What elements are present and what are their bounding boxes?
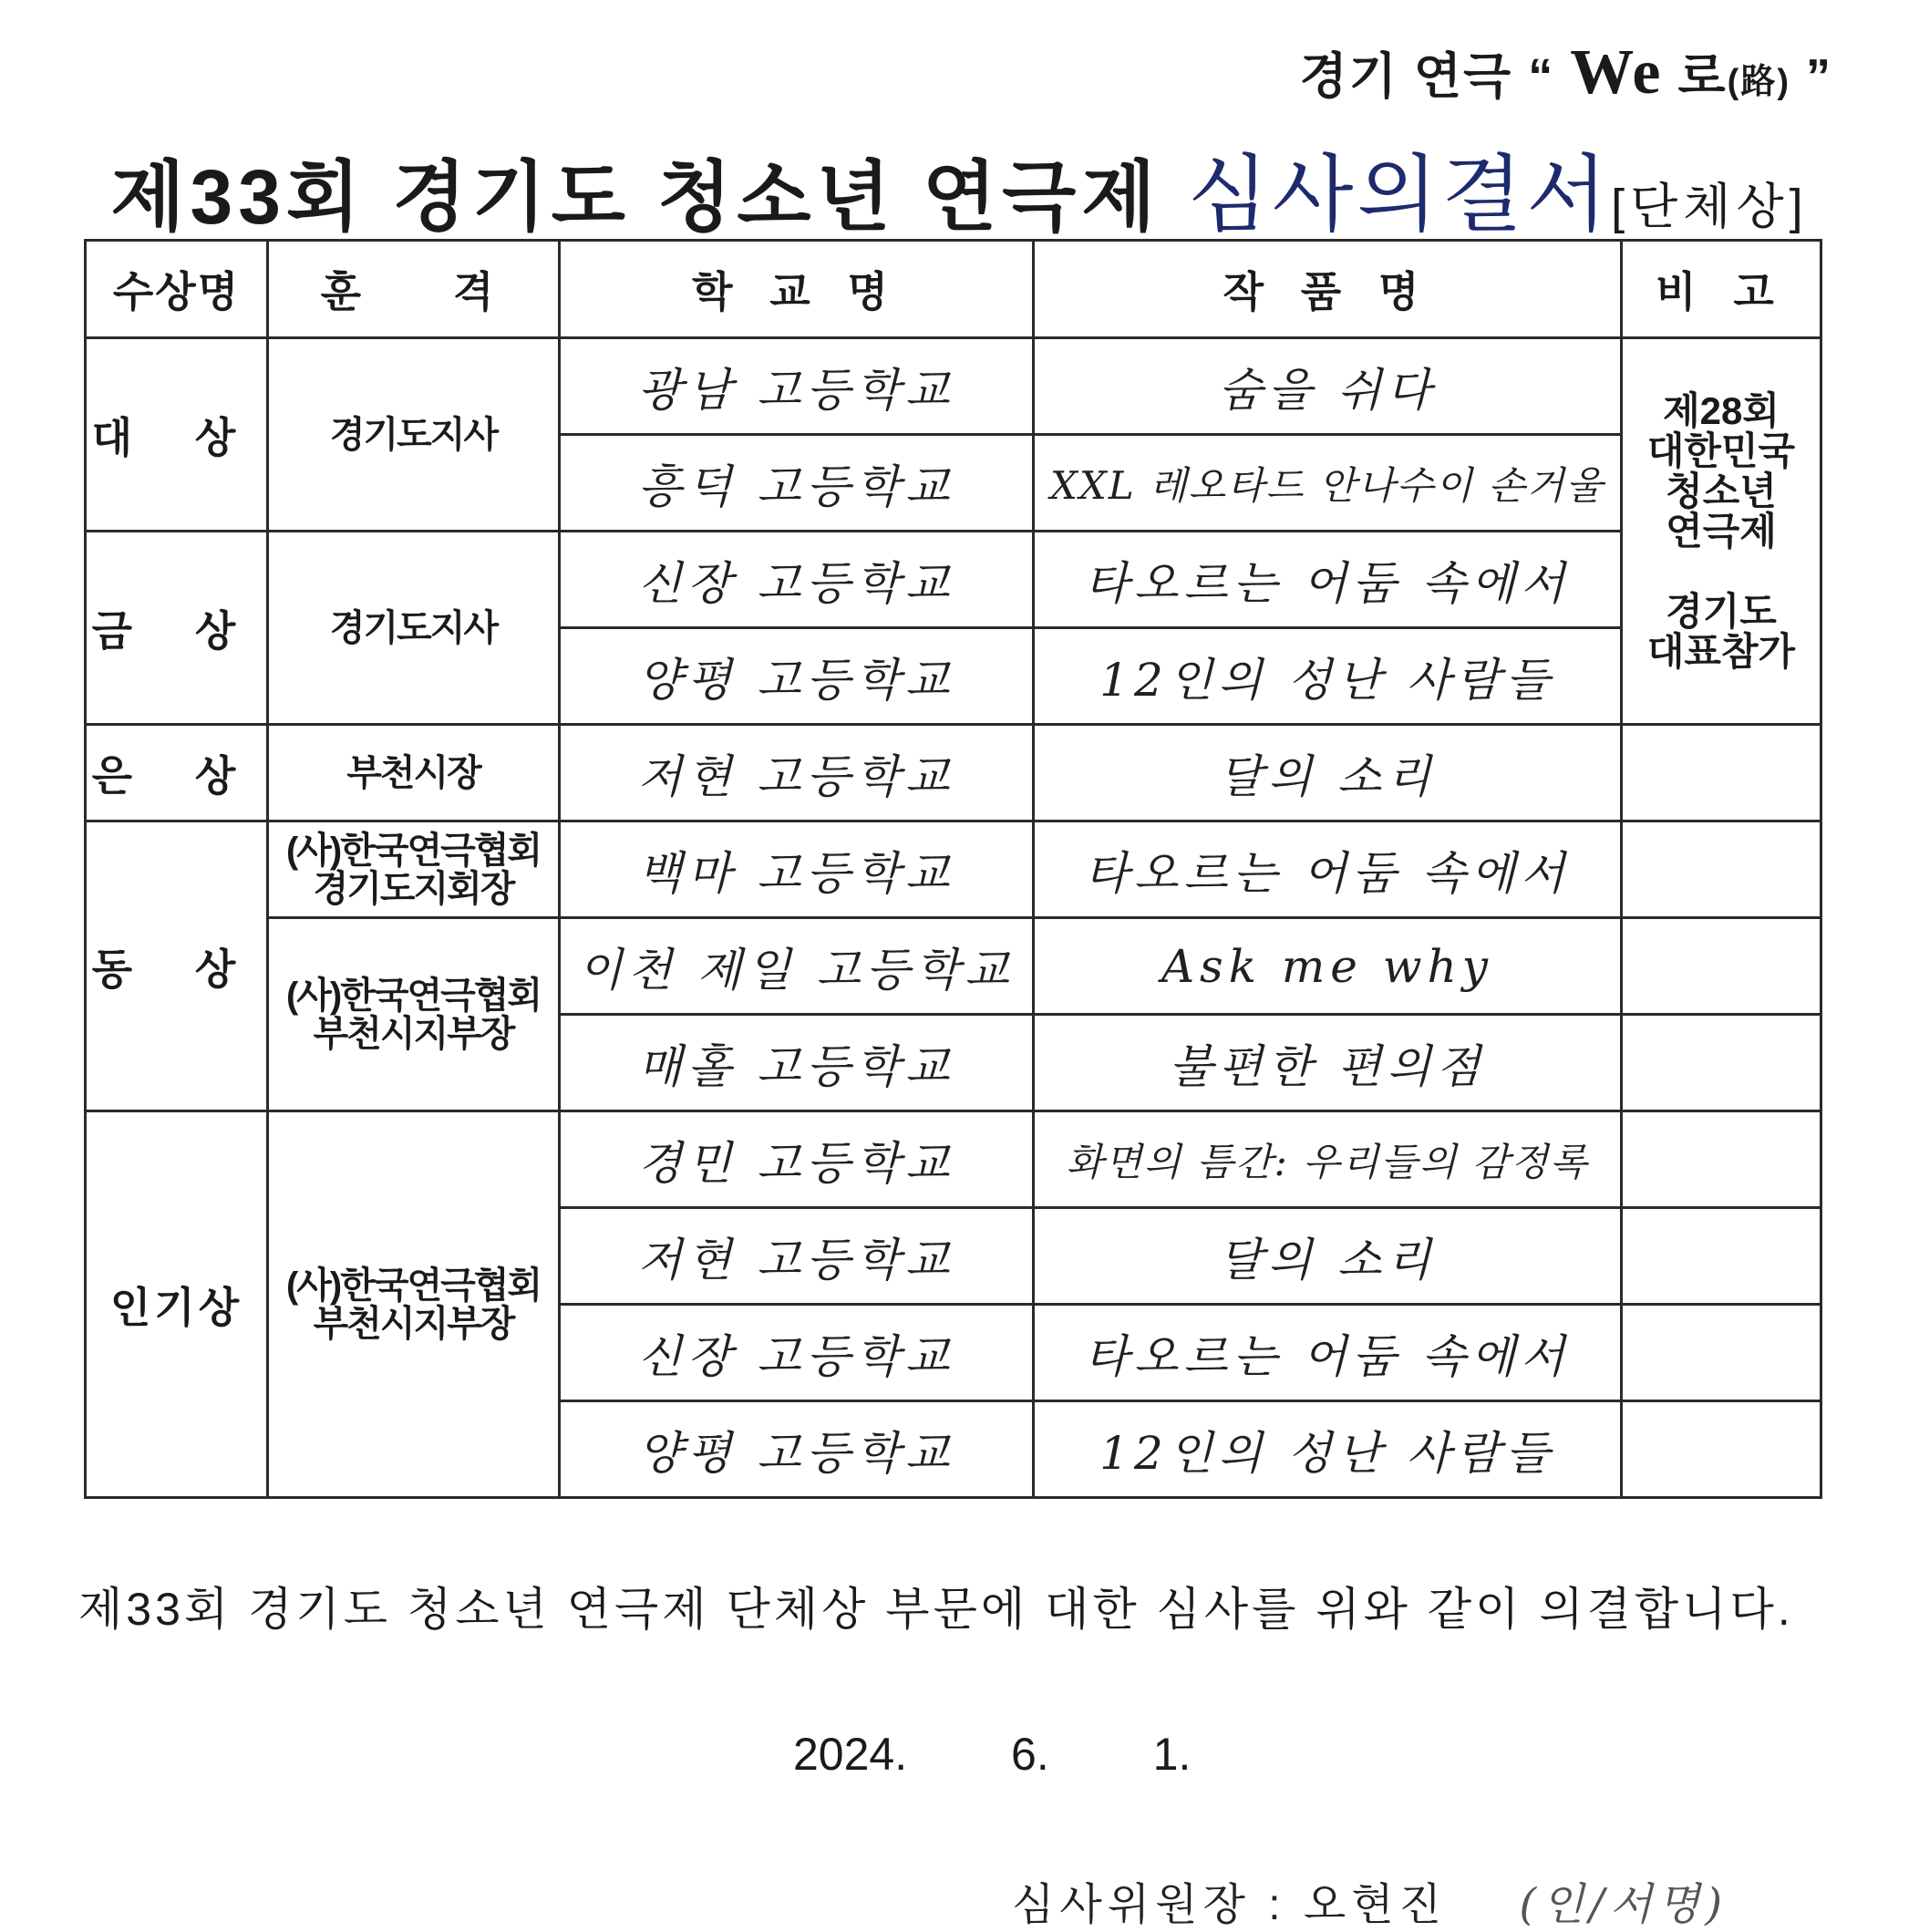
header-school: 학 교 명: [560, 241, 1034, 338]
remark-empty: [1622, 821, 1821, 918]
work-title: 타오르는 어둠 속에서: [1034, 1305, 1622, 1401]
presenter-line: (사)한국연극협회: [285, 975, 542, 1016]
school-name: 백마 고등학교: [560, 821, 1034, 918]
date-year: 2024.: [793, 1729, 908, 1780]
work-title: 화면의 틈간: 우리들의 감정록: [1034, 1111, 1622, 1208]
remark-cell: [1622, 338, 1821, 725]
signature-name: 오현진: [1303, 1881, 1447, 1929]
remark-empty: [1622, 1401, 1821, 1498]
remark-empty: [1622, 725, 1821, 821]
header-row: [86, 241, 1821, 338]
title-suffix: [단체상]: [1611, 180, 1809, 234]
school-name: 흥덕 고등학교: [560, 435, 1034, 532]
presenter-line: (사)한국연극협회: [285, 1265, 542, 1306]
signature-mark: (인/서명): [1519, 1879, 1728, 1930]
signature-colon: :: [1268, 1881, 1286, 1929]
document-title: [0, 128, 1919, 248]
remark-empty: [1622, 918, 1821, 1015]
tagline-prefix: 경기 연극: [1299, 49, 1513, 104]
remark-line: 대한민국: [1646, 429, 1796, 472]
remark-empty: [1622, 1111, 1821, 1208]
work-title: 달의 소리: [1034, 725, 1622, 821]
header-remark: 비 고: [1622, 241, 1821, 338]
tagline: [1300, 36, 1832, 109]
signature-line: [1012, 1869, 1728, 1932]
school-name: 양평 고등학교: [560, 628, 1034, 725]
presenter: [268, 821, 560, 918]
remark-empty: [1622, 1305, 1821, 1401]
award-name: 동 상: [86, 821, 268, 1111]
date-day: 1.: [1152, 1729, 1192, 1780]
remark-empty: [1622, 1015, 1821, 1111]
table-row: [86, 1111, 1821, 1208]
table-row: [86, 725, 1821, 821]
remark-line: 경기도: [1666, 589, 1777, 633]
work-title: XXL 레오타드 안나수이 손거울: [1034, 435, 1622, 532]
remark-line: 청소년: [1666, 469, 1777, 512]
resolution-date: [793, 1728, 1245, 1781]
work-title: 12인의 성난 사람들: [1034, 1401, 1622, 1498]
date-month: 6.: [1011, 1729, 1049, 1780]
table-row: [86, 821, 1821, 918]
work-title: 숨을 쉬다: [1034, 338, 1622, 435]
presenter-line: 부천시지부장: [313, 1013, 514, 1054]
signature-role: 심사위원장: [1012, 1881, 1251, 1929]
school-name: 경민 고등학교: [560, 1111, 1034, 1208]
remark-line: 연극제: [1666, 509, 1777, 553]
work-title: 타오르는 어둠 속에서: [1034, 532, 1622, 628]
presenter: [268, 918, 560, 1111]
work-title: 달의 소리: [1034, 1208, 1622, 1305]
remark-spacer: [1623, 552, 1820, 592]
school-name: 이천 제일 고등학교: [560, 918, 1034, 1015]
presenter-line: 부천시지부장: [313, 1303, 514, 1344]
title-prefix: 제33회 경기도 청소년 연극제: [110, 154, 1161, 240]
remark-empty: [1622, 1208, 1821, 1305]
work-title: 불편한 편의점: [1034, 1015, 1622, 1111]
award-name: 금 상: [86, 532, 268, 725]
remark-line: 제28회: [1663, 388, 1780, 432]
presenter: 경기도지사: [268, 532, 560, 725]
award-name: 대 상: [86, 338, 268, 532]
work-title: 12인의 성난 사람들: [1034, 628, 1622, 725]
tagline-quote-close: ”: [1806, 49, 1832, 104]
award-name: 은 상: [86, 725, 268, 821]
tagline-hanja: (路): [1727, 63, 1790, 101]
work-title: 타오르는 어둠 속에서: [1034, 821, 1622, 918]
school-name: 신장 고등학교: [560, 532, 1034, 628]
school-name: 신장 고등학교: [560, 1305, 1034, 1401]
presenter: 부천시장: [268, 725, 560, 821]
school-name: 매홀 고등학교: [560, 1015, 1034, 1111]
school-name: 양평 고등학교: [560, 1401, 1034, 1498]
table-row: [86, 338, 1821, 435]
award-name: 인기상: [86, 1111, 268, 1498]
school-name: 광남 고등학교: [560, 338, 1034, 435]
tagline-quote-open: “: [1528, 49, 1555, 104]
presenter-line: 경기도지회장: [313, 868, 514, 909]
work-title: Ask me why: [1034, 918, 1622, 1015]
presenter: 경기도지사: [268, 338, 560, 532]
table-row: [86, 918, 1821, 1015]
school-name: 저현 고등학교: [560, 725, 1034, 821]
resolution-statement: 제33회 경기도 청소년 연극제 단체상 부문에 대한 심사를 위와 같이 의결합니다.: [78, 1584, 1794, 1635]
school-name: 저현 고등학교: [560, 1208, 1034, 1305]
header-presenter: 훈 격: [268, 241, 560, 338]
title-emphasis: 심사의결서: [1187, 149, 1612, 242]
header-award: 수상명: [86, 241, 268, 338]
tagline-ro: 로: [1677, 49, 1728, 104]
table-row: [86, 532, 1821, 628]
presenter: [268, 1111, 560, 1498]
remark-line: 대표참가: [1646, 629, 1796, 673]
awards-table: [84, 239, 1822, 1499]
presenter-line: (사)한국연극협회: [285, 830, 542, 871]
header-work: 작 품 명: [1034, 241, 1622, 338]
tagline-we: We: [1570, 37, 1663, 108]
